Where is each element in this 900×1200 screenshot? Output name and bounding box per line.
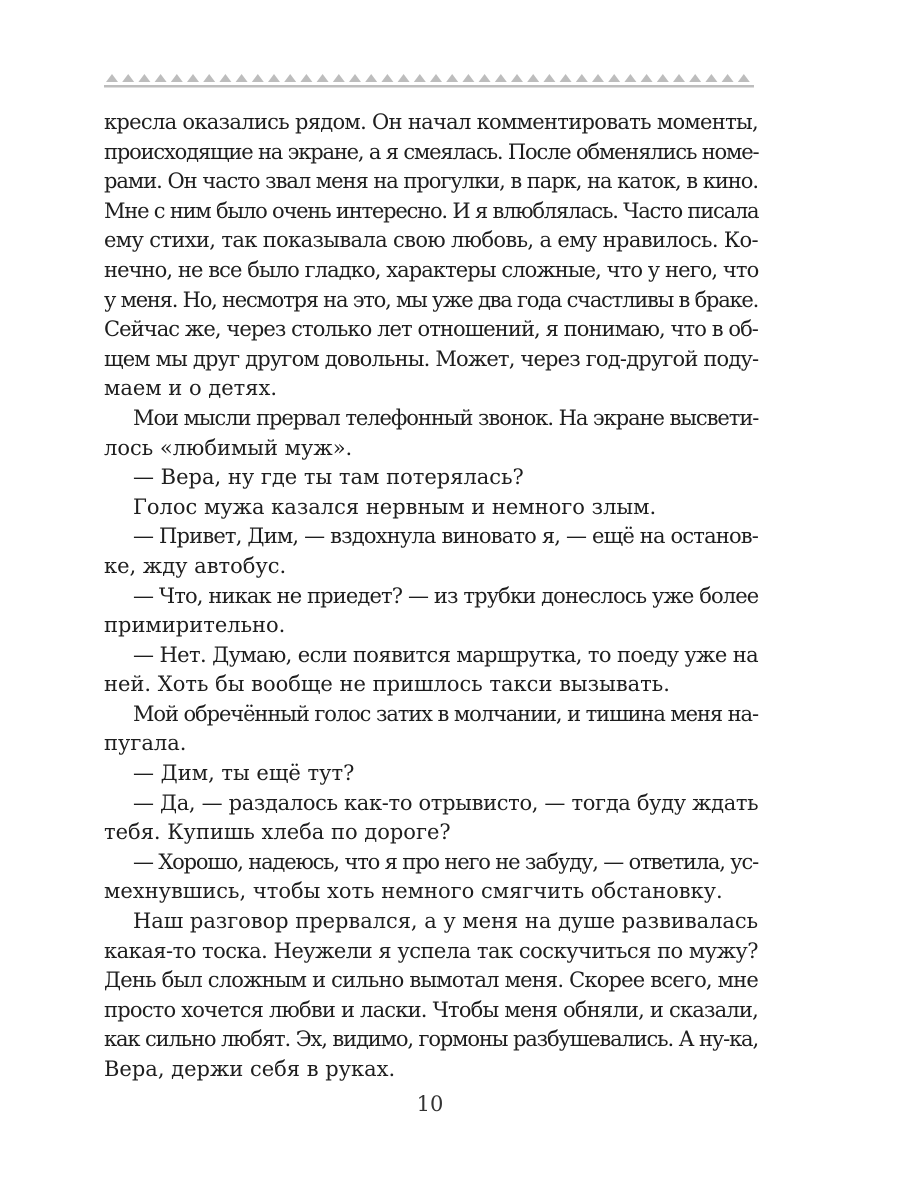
paragraph <box>104 789 758 848</box>
ornament-triangle <box>268 74 280 82</box>
ornament-triangle <box>446 74 458 82</box>
paragraph <box>104 848 758 907</box>
ornament-triangle <box>641 74 653 82</box>
ornament-triangle <box>398 74 410 82</box>
ornament-triangle <box>576 74 588 82</box>
paragraph <box>104 641 758 700</box>
paragraph <box>104 493 758 523</box>
text-line: Мой обречённый голос затих в молчании, и тишина меня на- <box>133 701 758 726</box>
text-line: ке, жду автобус. <box>104 553 287 578</box>
ornament-triangle <box>122 74 134 82</box>
text-line: у меня. Но, несмотря на это, мы уже два года счастливы в браке. <box>104 287 759 312</box>
text-line: маем и о детях. <box>104 376 278 401</box>
ornament-triangle <box>430 74 442 82</box>
text-line: нечно, не все было гладко, характеры сложные, что у него, что <box>104 257 759 282</box>
ornament-triangle <box>738 74 750 82</box>
ornament-triangle <box>236 74 248 82</box>
paragraph <box>104 582 758 641</box>
ornament-triangle <box>365 74 377 82</box>
text-line: рами. Он часто звал меня на прогулки, в парк, на каток, в кино. <box>104 169 758 194</box>
ornament-triangle <box>284 74 296 82</box>
ornament-triangle <box>462 74 474 82</box>
ornament-rule <box>104 85 754 88</box>
text-line: происходящие на экране, а я смеялась. После обменялись номе- <box>104 139 759 164</box>
text-line: тебя. Купишь хлеба по дороге? <box>104 820 451 845</box>
paragraph <box>104 404 758 463</box>
paragraph <box>104 463 758 493</box>
ornament-triangle <box>106 74 118 82</box>
text-line: Вера, держи себя в руках. <box>104 1057 396 1081</box>
ornament-triangle <box>592 74 604 82</box>
ornament-triangle <box>511 74 523 82</box>
text-line: пугала. <box>104 731 187 756</box>
text-line: примирительно. <box>104 613 286 638</box>
ornament-triangle <box>479 74 491 82</box>
text-line: Мне с ним было очень интересно. И я влюблялась. Часто писала <box>104 198 759 223</box>
ornament-triangle <box>495 74 507 82</box>
text-line: ней. Хоть бы вообще не пришлось такси вызывать. <box>104 672 670 697</box>
text-line: — Привет, Дим, — вздохнула виновато я, — ещё на останов- <box>133 524 759 549</box>
ornament-triangle <box>527 74 539 82</box>
text-line: — Хорошо, надеюсь, что я про него не забуду, — ответила, ус- <box>133 849 758 874</box>
ornament-triangle <box>349 74 361 82</box>
text-line: — Вера, ну где ты там потерялась? <box>133 465 524 490</box>
text-line: какая-то тоска. Неужели я успела так соскучиться по мужу? <box>104 938 758 963</box>
text-line: Голос мужа казался нервным и немного злым. <box>133 494 657 519</box>
ornament-triangle <box>624 74 636 82</box>
text-line: как сильно любят. Эх, видимо, гормоны разбушевались. А ну-ка, <box>104 1027 758 1052</box>
paragraph <box>104 108 758 404</box>
ornament-triangle <box>705 74 717 82</box>
page-number: 10 <box>416 1092 444 1116</box>
text-line: Сейчас же, через столько лет отношений, я понимаю, что в об- <box>104 317 758 342</box>
body-text <box>104 108 758 1085</box>
ornament-triangle <box>171 74 183 82</box>
text-line: Наш разговор прервался, а у меня на душе развивалась <box>133 909 758 934</box>
ornament-triangle <box>138 74 150 82</box>
ornament-triangle <box>333 74 345 82</box>
paragraph <box>104 522 758 581</box>
ornament-triangle <box>300 74 312 82</box>
text-line: — Нет. Думаю, если появится маршрутка, то поеду уже на <box>133 642 759 667</box>
text-line: — Да, — раздалось как-то отрывисто, — тогда буду ждать <box>133 790 759 815</box>
text-line: просто хочется любви и ласки. Чтобы меня обняли, и сказали, <box>104 997 758 1022</box>
ornament-triangle <box>657 74 669 82</box>
text-line: Мои мысли прервал телефонный звонок. На экране высвети- <box>133 405 759 430</box>
text-line: — Дим, ты ещё тут? <box>133 761 355 786</box>
ornament-triangle <box>722 74 734 82</box>
text-line: лось «любимый муж». <box>104 435 353 460</box>
ornament-triangle <box>317 74 329 82</box>
ornament-triangle <box>689 74 701 82</box>
paragraph <box>104 700 758 759</box>
paragraph <box>104 759 758 789</box>
header-ornament <box>104 70 754 92</box>
text-line: ему стихи, так показывала свою любовь, а ему нравилось. Ко- <box>104 228 758 253</box>
ornament-triangle <box>560 74 572 82</box>
ornament-triangle <box>252 74 264 82</box>
ornament-triangle <box>414 74 426 82</box>
ornament-triangle <box>608 74 620 82</box>
ornament-triangle <box>543 74 555 82</box>
paragraph <box>104 907 758 1085</box>
text-line: День был сложным и сильно вымотал меня. Скорее всего, мне <box>104 968 758 993</box>
ornament-triangle <box>203 74 215 82</box>
ornament-triangle <box>219 74 231 82</box>
ornament-triangle <box>381 74 393 82</box>
text-line: — Что, никак не приедет? — из трубки донеслось уже более <box>133 583 759 608</box>
text-line: щем мы друг другом довольны. Может, через год-другой поду- <box>104 346 759 371</box>
ornament-triangle <box>673 74 685 82</box>
text-line: кресла оказались рядом. Он начал комментировать моменты, <box>104 110 758 134</box>
ornament-triangle <box>155 74 167 82</box>
ornament-triangle <box>187 74 199 82</box>
text-line: мехнувшись, чтобы хоть немного смягчить обстановку. <box>104 879 723 904</box>
